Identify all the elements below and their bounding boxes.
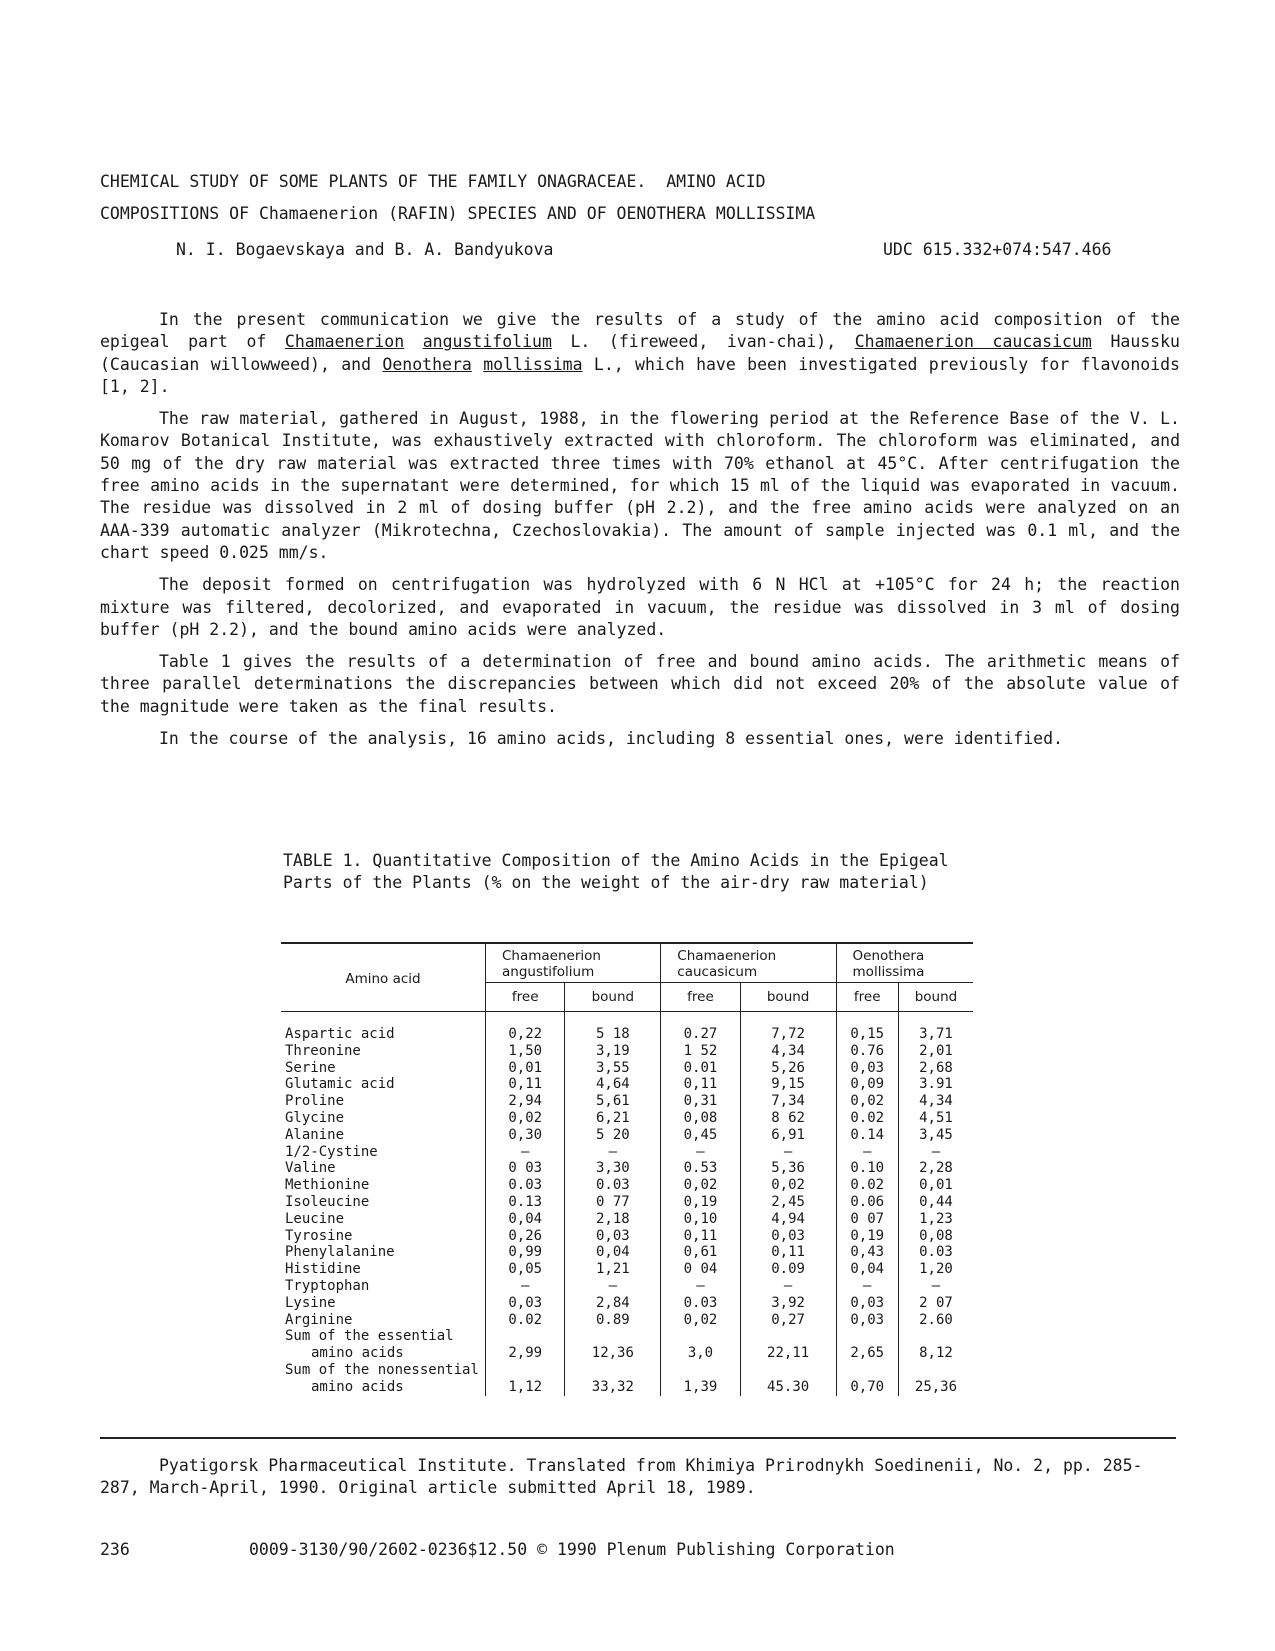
table-row xyxy=(281,1211,973,1228)
footnote xyxy=(100,1455,1176,1500)
amino-acid-name: Phenylalanine xyxy=(285,1244,395,1261)
table-cell: 5,61 xyxy=(565,1093,661,1110)
sub-free-2: free xyxy=(661,983,740,1012)
page-number: 236 xyxy=(100,1540,130,1559)
table-cell: 0.53 xyxy=(661,1160,740,1177)
table-row xyxy=(281,1177,973,1194)
table-cell: — xyxy=(661,1144,740,1161)
table-cell: 9,15 xyxy=(740,1076,836,1093)
table-cell: 0,09 xyxy=(836,1076,898,1093)
table-cell: 0 03 xyxy=(486,1160,565,1177)
table-cell: 0.14 xyxy=(836,1127,898,1144)
table-cell: 0.02 xyxy=(836,1110,898,1127)
table-cell: — xyxy=(661,1278,740,1295)
table-cell: 4,64 xyxy=(565,1076,661,1093)
table-row xyxy=(281,1295,973,1312)
article-title xyxy=(100,166,815,230)
table-cell: 3,0 xyxy=(661,1345,740,1362)
col-group-3: Oenothera mollissima xyxy=(836,943,973,983)
table-body xyxy=(281,1012,973,1396)
table-cell: 0,61 xyxy=(661,1244,740,1261)
p1-text-d: L., which have been investigated previously for flavonoids [1, 2]. xyxy=(100,354,1180,396)
amino-acid-name: Valine xyxy=(285,1160,336,1177)
p1-text-a: In the present communication we give the results of a study of the amino acid composition of the epigeal part of xyxy=(100,310,1180,352)
table-cell: 0,27 xyxy=(740,1312,836,1329)
paragraph-1 xyxy=(100,309,1180,398)
paragraph-2: The raw material, gathered in August, 1988, in the flowering period at the Reference Base of the V. L. Komarov Botanical Institute, was exhaustively extracted with chloroform. The chloroform was eliminated, and 50 mg of the dry raw material was extracted three times with 70% ethanol at 45°C. After centrifugation the free amino acids in the supernatant were determined, for which 15 ml of the liquid was evaporated in vacuum. The residue was dissolved in 2 ml of dosing buffer (pH 2.2), and the free amino acids were analyzed on an AAA-339 automatic analyzer (Mikrotechna, Czechoslovakia). The amount of sample injected was 0.1 ml, and the chart speed 0.025 mm/s. xyxy=(100,409,1180,562)
table-cell: 8,12 xyxy=(898,1345,973,1362)
udc-code: UDC 615.332+074:547.466 xyxy=(883,240,1112,259)
paragraph-5: In the course of the analysis, 16 amino acids, including 8 essential ones, were identified. xyxy=(159,729,1063,749)
table-cell: — xyxy=(486,1144,565,1161)
table-cell: 1 52 xyxy=(661,1043,740,1060)
table-cell: 2 07 xyxy=(898,1295,973,1312)
table-cell: 0 04 xyxy=(661,1261,740,1278)
table-cell: 3,55 xyxy=(565,1060,661,1077)
amino-acid-name: Proline xyxy=(285,1093,345,1110)
amino-acid-name: Tyrosine xyxy=(285,1227,353,1244)
amino-acid-name: Threonine xyxy=(285,1042,361,1059)
table-cell: 0.10 xyxy=(836,1160,898,1177)
amino-acid-name: Serine xyxy=(285,1059,336,1076)
p1-species-epithet-1: angustifolium xyxy=(422,332,552,352)
table-cell: — xyxy=(565,1144,661,1161)
table-cell: 0,19 xyxy=(836,1228,898,1245)
amino-acid-name: Glutamic acid xyxy=(285,1076,395,1093)
table-cell: 3,92 xyxy=(740,1295,836,1312)
table-cell: 0,03 xyxy=(565,1228,661,1245)
authors: N. I. Bogaevskaya and B. A. Bandyukova xyxy=(176,240,554,259)
sum-nonessential-label: Sum of the nonessential xyxy=(285,1361,479,1378)
sub-bound-2: bound xyxy=(740,983,836,1012)
table-cell: 45.30 xyxy=(740,1379,836,1396)
table-cell: 2,18 xyxy=(565,1211,661,1228)
table-cell: 7,34 xyxy=(740,1093,836,1110)
col-group-2: Chamaenerion caucasicum xyxy=(661,943,836,983)
table-cell: 4,34 xyxy=(898,1093,973,1110)
table-cell: — xyxy=(740,1278,836,1295)
amino-acid-table xyxy=(281,942,973,1396)
table-cell: 0,11 xyxy=(661,1076,740,1093)
table-cell: 0.76 xyxy=(836,1043,898,1060)
table-cell: 5 20 xyxy=(565,1127,661,1144)
table-cell: 6,91 xyxy=(740,1127,836,1144)
amino-acid-name: Glycine xyxy=(285,1109,345,1126)
paragraph-4: Table 1 gives the results of a determination of free and bound amino acids. The arithmetic means of three parallel determinations the discrepancies between which did not exceed 20% of the absolute value of the magnitude were taken as the final results. xyxy=(100,652,1180,716)
table-cell: 0.13 xyxy=(486,1194,565,1211)
table-row xyxy=(281,1244,973,1261)
table-cell: 0,03 xyxy=(836,1295,898,1312)
table-row xyxy=(281,1076,973,1093)
table-cell: 0.03 xyxy=(898,1244,973,1261)
amino-acid-name: Lysine xyxy=(285,1294,336,1311)
table-row xyxy=(281,1060,973,1077)
title-line-1: CHEMICAL STUDY OF SOME PLANTS OF THE FAMILY ONAGRACEAE. AMINO ACID xyxy=(100,172,766,191)
table-cell: 0,44 xyxy=(898,1194,973,1211)
table-cell: 2,84 xyxy=(565,1295,661,1312)
table-cell: 2,45 xyxy=(740,1194,836,1211)
table-cell: 0,70 xyxy=(836,1379,898,1396)
table-cell: 1,20 xyxy=(898,1261,973,1278)
table-cell: 3.91 xyxy=(898,1076,973,1093)
table-cell: 0,02 xyxy=(661,1177,740,1194)
table-cell: 0 77 xyxy=(565,1194,661,1211)
table-cell: 0.03 xyxy=(661,1295,740,1312)
table-cell: 8 62 xyxy=(740,1110,836,1127)
table-cell: — xyxy=(898,1278,973,1295)
footnote-rule xyxy=(100,1437,1176,1439)
table-cell: — xyxy=(836,1144,898,1161)
affiliation: Pyatigorsk Pharmaceutical Institute. Translated from Khimiya Prirodnykh Soedinenii, No. 2, pp. 285-287, March-April, 1990. Original article submitted April 18, 1989. xyxy=(100,1456,1143,1498)
table-cell: 1,50 xyxy=(486,1043,565,1060)
sub-free-3: free xyxy=(836,983,898,1012)
amino-acid-name: 1/2-Cystine xyxy=(285,1143,378,1160)
table-cell: 25,36 xyxy=(898,1379,973,1396)
table-cell: 2,99 xyxy=(486,1345,565,1362)
p1-text-b: L. (fireweed, ivan-chai), xyxy=(551,332,855,352)
table-cell: 0,02 xyxy=(661,1312,740,1329)
table-cell: 2,68 xyxy=(898,1060,973,1077)
table-cell: 4,51 xyxy=(898,1110,973,1127)
table-cell: 22,11 xyxy=(740,1345,836,1362)
table-cell: 33,32 xyxy=(565,1379,661,1396)
table-cell: 0.09 xyxy=(740,1261,836,1278)
table-cell: 3,19 xyxy=(565,1043,661,1060)
table-cell: 0,30 xyxy=(486,1127,565,1144)
table-cell: 0 07 xyxy=(836,1211,898,1228)
table-cell: 3,30 xyxy=(565,1160,661,1177)
table-row xyxy=(281,1261,973,1278)
table-row xyxy=(281,1144,973,1161)
table-cell: — xyxy=(898,1144,973,1161)
table-cell: — xyxy=(486,1278,565,1295)
table-cell: 5,36 xyxy=(740,1160,836,1177)
copyright-line: 0009-3130/90/2602-0236$12.50 © 1990 Plenum Publishing Corporation xyxy=(249,1540,895,1559)
table-cell: 0.01 xyxy=(661,1060,740,1077)
amino-acid-name: Arginine xyxy=(285,1311,353,1328)
p1-species-epithet-3: mollissima xyxy=(483,354,583,374)
table-cell: 4,34 xyxy=(740,1043,836,1060)
table-cell: 0.27 xyxy=(661,1026,740,1043)
col-group-1: Chamaenerion angustifolium xyxy=(486,943,661,983)
table-cell: 2.60 xyxy=(898,1312,973,1329)
table-cell: 0.03 xyxy=(565,1177,661,1194)
table-cell: 0,45 xyxy=(661,1127,740,1144)
sum-nonessential-label-cont: amino acids xyxy=(311,1378,404,1395)
table-cell: 5,26 xyxy=(740,1060,836,1077)
col-header-amino-acid: Amino acid xyxy=(281,943,486,1012)
table-cell: 0,11 xyxy=(486,1076,565,1093)
table-cell: 4,94 xyxy=(740,1211,836,1228)
table-cell: 0,15 xyxy=(836,1026,898,1043)
table-cell: — xyxy=(565,1278,661,1295)
table-cell: 2,01 xyxy=(898,1043,973,1060)
amino-acid-name: Leucine xyxy=(285,1210,345,1227)
sum-essential-row xyxy=(281,1345,973,1362)
table-cell: 0,22 xyxy=(486,1026,565,1043)
table-cell: 0.03 xyxy=(486,1177,565,1194)
table-cell: 0,04 xyxy=(836,1261,898,1278)
table-cell: 1,23 xyxy=(898,1211,973,1228)
p1-species-genus-1: Chamaenerion xyxy=(284,332,405,352)
table-cell: 0,08 xyxy=(898,1228,973,1245)
table-cell: 7,72 xyxy=(740,1026,836,1043)
table-cell: 1,12 xyxy=(486,1379,565,1396)
table-row xyxy=(281,1110,973,1127)
table-row xyxy=(281,1194,973,1211)
sum-nonessential-row xyxy=(281,1379,973,1396)
p1-species-2: Chamaenerion caucasicum xyxy=(854,332,1092,352)
table-cell: 6,21 xyxy=(565,1110,661,1127)
paragraph-3: The deposit formed on centrifugation was hydrolyzed with 6 N HCl at +105°C for 24 h; the reaction mixture was filtered, decolorized, and evaporated in vacuum, the residue was dissolved in 3 ml of dosing buffer (pH 2.2), and the bound amino acids were analyzed. xyxy=(100,575,1180,639)
p1-text-c: Haussku (Caucasian willowweed), and xyxy=(100,332,1180,374)
table-cell: 0,05 xyxy=(486,1261,565,1278)
table-cell: 0.02 xyxy=(486,1312,565,1329)
table-cell: — xyxy=(740,1144,836,1161)
sub-bound-3: bound xyxy=(898,983,973,1012)
table-cell: 0,02 xyxy=(740,1177,836,1194)
p1-species-genus-3: Oenothera xyxy=(382,354,472,374)
table-cell: 0,03 xyxy=(486,1295,565,1312)
table-row xyxy=(281,1278,973,1295)
table-cell: 0.06 xyxy=(836,1194,898,1211)
table-row xyxy=(281,1228,973,1245)
sum-essential-label: Sum of the essential xyxy=(285,1328,454,1345)
table-cell: 0,19 xyxy=(661,1194,740,1211)
table-cell: — xyxy=(836,1278,898,1295)
table-cell: 0,03 xyxy=(740,1228,836,1245)
table-cell: 0,99 xyxy=(486,1244,565,1261)
table-cell: 0,04 xyxy=(486,1211,565,1228)
article-body xyxy=(100,309,1180,760)
sub-bound-1: bound xyxy=(565,983,661,1012)
table-cell: 3,71 xyxy=(898,1026,973,1043)
table-cell: 2,28 xyxy=(898,1160,973,1177)
sub-free-1: free xyxy=(486,983,565,1012)
table-cell: 0,10 xyxy=(661,1211,740,1228)
table-cell: 3,45 xyxy=(898,1127,973,1144)
sum-nonessential-label-row xyxy=(281,1362,973,1379)
amino-acid-name: Aspartic acid xyxy=(285,1026,395,1042)
table-cell: 0,26 xyxy=(486,1228,565,1245)
table-row xyxy=(281,1312,973,1329)
amino-acid-name: Alanine xyxy=(285,1126,345,1143)
table-cell: 0,01 xyxy=(486,1060,565,1077)
amino-acid-name: Tryptophan xyxy=(285,1277,370,1294)
table-cell: 12,36 xyxy=(565,1345,661,1362)
table-row xyxy=(281,1043,973,1060)
table-cell: 0,01 xyxy=(898,1177,973,1194)
table-row xyxy=(281,1127,973,1144)
table-cell: 1,39 xyxy=(661,1379,740,1396)
table-cell: 0,31 xyxy=(661,1093,740,1110)
table-cell: 0,03 xyxy=(836,1312,898,1329)
table-cell: 5 18 xyxy=(565,1026,661,1043)
amino-acid-name: Isoleucine xyxy=(285,1193,370,1210)
table-cell: 1,21 xyxy=(565,1261,661,1278)
table-cell: 0,02 xyxy=(836,1093,898,1110)
sum-essential-label-row xyxy=(281,1328,973,1345)
table-cell: 0,02 xyxy=(486,1110,565,1127)
title-line-2: COMPOSITIONS OF Chamaenerion (RAFIN) SPECIES AND OF OENOTHERA MOLLISSIMA xyxy=(100,204,816,223)
table-cell: 0,08 xyxy=(661,1110,740,1127)
table-cell: 0,43 xyxy=(836,1244,898,1261)
table-cell: 0,11 xyxy=(740,1244,836,1261)
table-cell: 0,04 xyxy=(565,1244,661,1261)
table-cell: 2,94 xyxy=(486,1093,565,1110)
amino-acid-name: Histidine xyxy=(285,1261,361,1278)
sum-essential-label-cont: amino acids xyxy=(311,1345,404,1362)
table-cell: 0,03 xyxy=(836,1060,898,1077)
table-row xyxy=(281,1160,973,1177)
table-row xyxy=(281,1093,973,1110)
table-row xyxy=(281,1026,973,1043)
amino-acid-name: Methionine xyxy=(285,1177,370,1194)
table-cell: 0.02 xyxy=(836,1177,898,1194)
table-cell: 2,65 xyxy=(836,1345,898,1362)
table-caption: TABLE 1. Quantitative Composition of the Amino Acids in the Epigeal Parts of the Plants (% on the weight of the air-dry raw material) xyxy=(283,851,949,893)
table-cell: 0.89 xyxy=(565,1312,661,1329)
table-cell: 0,11 xyxy=(661,1228,740,1245)
